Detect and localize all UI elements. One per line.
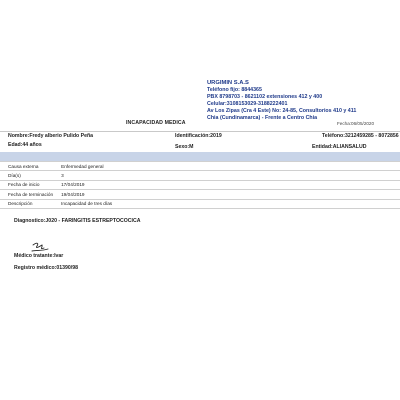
diagnosis-value: J020 - FARINGITIS ESTREPTOCOCICA <box>45 218 141 224</box>
registry-value: 01390/98 <box>56 265 79 271</box>
patient-sex-label: Sexo: <box>175 144 190 150</box>
patient-phone <box>322 133 399 139</box>
patient-age <box>8 142 42 148</box>
table-row <box>0 171 400 180</box>
patient-entity-label: Entidad: <box>312 144 333 150</box>
clinic-address: Av Los Zipas (Cra 4 Este) No: 24-85, Consultorios 410 y 411 <box>207 108 357 115</box>
detail-label: Fecha de terminación <box>0 190 53 199</box>
patient-phone-value: 3212459285 - 8072856 <box>344 133 399 139</box>
registry-label: Registro médico: <box>14 265 57 271</box>
patient-id-value: 2019 <box>210 133 222 139</box>
patient-name-label: Nombre: <box>8 133 30 139</box>
patient-id-label: Identificación: <box>175 133 211 139</box>
details-table <box>0 161 400 209</box>
detail-value: 3 <box>53 171 400 180</box>
patient-name <box>8 133 93 139</box>
clinic-pbx: PBX 8798703 - 8621102 extensiones 412 y 400 <box>207 94 323 101</box>
doctor-label: Médico tratante: <box>14 253 55 259</box>
detail-label: Descripción <box>0 199 53 208</box>
patient-entity-value: ALIANSALUD <box>332 144 367 150</box>
patient-age-label: Edad: <box>8 142 23 148</box>
diagnosis <box>14 218 140 224</box>
document-title: INCAPACIDAD MEDICA <box>126 120 186 126</box>
patient-name-value: Fredy alberio Pulido Peña <box>29 133 94 139</box>
table-row <box>0 180 400 189</box>
patient-sex-value: M <box>189 144 194 150</box>
patient-id <box>175 133 222 139</box>
doctor-value: Ivar <box>54 253 64 259</box>
detail-label: Fecha de inicio <box>0 180 53 189</box>
clinic-city: Chia (Cundinamarca) - Frente a Centro Chia <box>207 115 318 122</box>
patient-age-value: 44 años <box>22 142 42 148</box>
diagnosis-label: Diagnostico: <box>14 218 46 224</box>
patient-phone-label: Teléfono: <box>322 133 345 139</box>
patient-sex <box>175 144 193 150</box>
section-band <box>0 152 400 161</box>
detail-label: Causa externa <box>0 162 53 171</box>
detail-value: 17/04/2019 <box>53 180 400 189</box>
detail-value: 19/04/2019 <box>53 190 400 199</box>
document-date: Fecha:06/05/2020 <box>337 121 375 126</box>
patient-entity <box>312 144 366 150</box>
clinic-mobile: Celular:3108153029-3188222401 <box>207 101 288 108</box>
table-row <box>0 190 400 199</box>
treating-doctor <box>14 253 63 259</box>
table-row <box>0 162 400 171</box>
table-row <box>0 199 400 208</box>
detail-label: Día(s) <box>0 171 53 180</box>
detail-value: Incapacidad de tres días <box>53 199 400 208</box>
medical-registry <box>14 265 78 271</box>
clinic-phone: Teléfono fijo: 8844365 <box>207 87 262 94</box>
clinic-name: URGIMIN S.A.S <box>207 80 249 86</box>
detail-value: Enfermedad general <box>53 162 400 171</box>
